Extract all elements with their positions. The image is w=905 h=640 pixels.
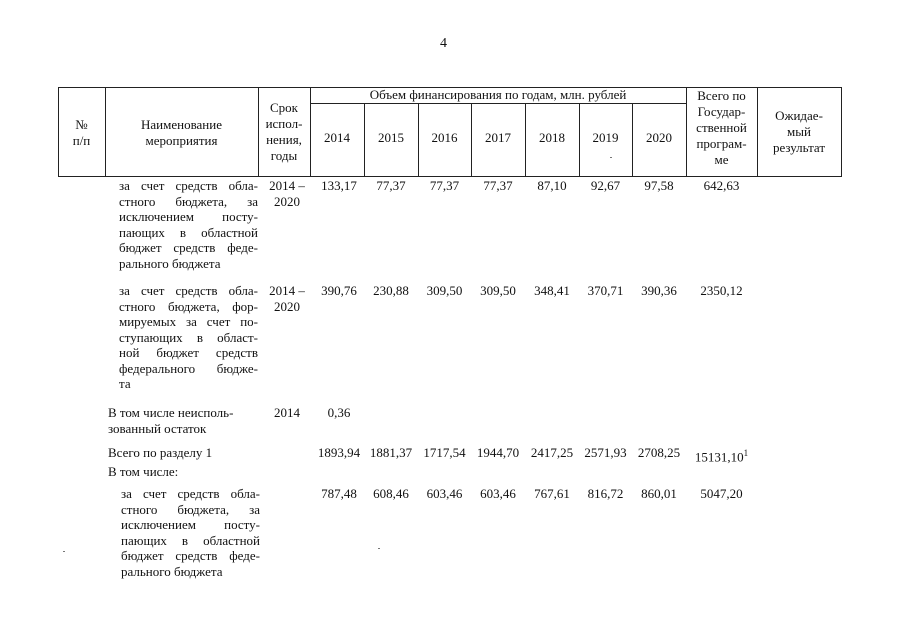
value-cell: 787,48 bbox=[321, 486, 357, 501]
desc-line: бюджет средств феде- bbox=[119, 240, 258, 255]
desc-line: Всего по разделу 1 bbox=[108, 445, 213, 460]
header-text: испол- bbox=[265, 116, 303, 131]
header-year: 2017 bbox=[485, 130, 511, 145]
row-description bbox=[108, 445, 258, 461]
header-col-term bbox=[258, 100, 310, 164]
desc-line: мируемых за счет по- bbox=[119, 314, 258, 329]
value-cell: 390,36 bbox=[641, 283, 677, 298]
value-cell: 309,50 bbox=[426, 283, 463, 298]
header-year: 2018 bbox=[539, 130, 565, 145]
desc-line: В том числе: bbox=[108, 464, 179, 479]
row-description bbox=[121, 486, 260, 579]
value-cell: 0,36 bbox=[327, 405, 351, 420]
header-text: Наименование bbox=[141, 117, 222, 132]
header-text: ственной bbox=[696, 120, 747, 135]
header-text: № bbox=[75, 117, 88, 132]
value-cell: 1893,94 bbox=[317, 445, 361, 460]
header-text: годы bbox=[270, 148, 298, 163]
value-cell: 77,37 bbox=[429, 178, 460, 193]
value-cell: 1944,70 bbox=[476, 445, 520, 460]
desc-line: пающих в областной bbox=[119, 224, 258, 240]
value-cell: 603,46 bbox=[426, 486, 463, 501]
header-bottom-border bbox=[58, 176, 842, 177]
desc-line: за счет средств обла- bbox=[121, 486, 260, 501]
desc-line: рального бюджета bbox=[119, 255, 221, 271]
header-divider bbox=[841, 87, 842, 177]
header-year: 2014 bbox=[324, 130, 350, 145]
row-description bbox=[119, 178, 258, 271]
row-description bbox=[119, 283, 258, 392]
value-cell: 133,17 bbox=[321, 178, 357, 193]
header-col-result bbox=[757, 108, 841, 156]
desc-line: федерального бюдже- bbox=[119, 360, 258, 376]
desc-line: исключением посту- bbox=[119, 209, 258, 224]
total-cell: 5047,20 bbox=[700, 486, 743, 501]
header-text: ме bbox=[714, 152, 729, 167]
desc-line: исключением посту- bbox=[121, 517, 260, 532]
value-cell: 348,41 bbox=[534, 283, 570, 298]
value-cell: 390,76 bbox=[321, 283, 357, 298]
desc-line: зованный остаток bbox=[108, 420, 207, 436]
row-term bbox=[263, 283, 311, 315]
total-cell bbox=[686, 445, 757, 465]
value-cell: 370,71 bbox=[587, 283, 624, 298]
header-year: 2015 bbox=[378, 130, 404, 145]
desc-line: рального бюджета bbox=[121, 563, 223, 579]
desc-line: та bbox=[119, 376, 131, 391]
value-cell: 603,46 bbox=[480, 486, 516, 501]
term-text: 2014 – bbox=[269, 178, 305, 193]
value-cell: 1881,37 bbox=[369, 445, 413, 460]
total-cell: 2350,12 bbox=[700, 283, 743, 298]
value-cell: 2417,25 bbox=[530, 445, 574, 460]
header-year: 2019 bbox=[592, 130, 619, 145]
header-col-number bbox=[58, 117, 105, 149]
total-value: 15131,10 bbox=[694, 449, 744, 465]
desc-line: стного бюджета, за bbox=[121, 501, 260, 517]
value-cell: 2708,25 bbox=[637, 445, 681, 460]
header-text: нения, bbox=[266, 132, 302, 147]
term-text: 2020 bbox=[274, 299, 300, 314]
term-text: 2014 – bbox=[269, 283, 305, 298]
row-description bbox=[108, 464, 258, 480]
value-cell: 97,58 bbox=[644, 178, 674, 193]
row-description bbox=[108, 405, 258, 436]
value-cell: 87,10 bbox=[537, 178, 567, 193]
header-text: Ожидае- bbox=[775, 108, 823, 123]
desc-line: ной бюджет средств bbox=[119, 345, 258, 360]
row-term bbox=[263, 178, 311, 210]
value-cell: 77,37 bbox=[483, 178, 513, 193]
desc-line: пающих в областной bbox=[121, 532, 260, 548]
header-year: 2016 bbox=[431, 130, 458, 145]
scan-speck bbox=[63, 551, 65, 552]
value-cell: 860,01 bbox=[641, 486, 677, 501]
header-text: результат bbox=[772, 140, 826, 155]
header-year: 2020 bbox=[646, 130, 672, 145]
value-cell: 608,46 bbox=[373, 486, 409, 501]
value-cell: 816,72 bbox=[587, 486, 624, 501]
term-text: 2020 bbox=[274, 194, 300, 209]
value-cell: 767,61 bbox=[534, 486, 570, 501]
header-text: Всего по bbox=[697, 88, 746, 103]
total-cell: 642,63 bbox=[703, 178, 740, 193]
value-cell: 309,50 bbox=[480, 283, 516, 298]
scan-speck bbox=[378, 548, 380, 549]
header-text: мый bbox=[787, 124, 811, 139]
desc-line: стного бюджета, за bbox=[119, 193, 258, 209]
term-text: 2014 bbox=[274, 405, 300, 420]
value-cell: 230,88 bbox=[373, 283, 409, 298]
value-cell: 92,67 bbox=[590, 178, 621, 193]
scan-speck bbox=[610, 157, 612, 158]
header-text: програм- bbox=[696, 136, 747, 151]
value-cell: 77,37 bbox=[376, 178, 406, 193]
page-number: 4 bbox=[440, 36, 447, 51]
desc-line: ступающих в област- bbox=[119, 329, 258, 345]
header-text: Государ- bbox=[697, 104, 746, 119]
financing-title-border bbox=[310, 103, 686, 104]
header-financing-title: Объем финансирования по годам, млн. рублей bbox=[369, 87, 627, 102]
header-text: п/п bbox=[72, 133, 91, 148]
row-term bbox=[263, 405, 311, 421]
desc-line: за счет средств обла- bbox=[119, 283, 258, 298]
desc-line: В том числе неисполь- bbox=[108, 405, 234, 420]
footnote-mark: 1 bbox=[743, 448, 749, 458]
header-col-total bbox=[686, 88, 757, 168]
desc-line: бюджет средств феде- bbox=[121, 548, 260, 563]
value-cell: 1717,54 bbox=[423, 445, 466, 460]
value-cell: 2571,93 bbox=[584, 445, 627, 460]
header-text: Срок bbox=[270, 100, 298, 115]
header-col-name bbox=[105, 117, 258, 149]
desc-line: за счет средств обла- bbox=[119, 178, 258, 193]
header-text: мероприятия bbox=[145, 133, 218, 148]
desc-line: стного бюджета, фор- bbox=[119, 298, 258, 314]
